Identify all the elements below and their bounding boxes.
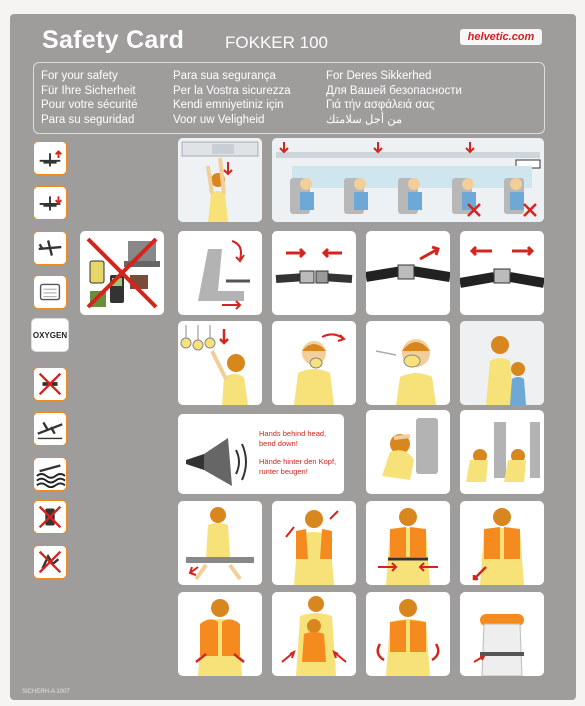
panel-oxygen-drop — [178, 321, 262, 405]
panel-vest-strap — [366, 501, 450, 585]
lang-text: Kendi emniyetiniz için — [173, 99, 284, 111]
panel-seat-upright — [178, 231, 262, 315]
panel-oxygen-child — [460, 321, 544, 405]
lang-text: For your safety — [41, 70, 118, 82]
no-smoking-icon — [33, 367, 67, 401]
brace-instruction — [259, 429, 349, 476]
panel-brace-position — [366, 410, 450, 494]
no-use-icon — [33, 545, 67, 579]
lang-text: Per la Vostra sicurezza — [173, 84, 291, 97]
panel-overhead-bin — [178, 138, 262, 222]
panel-seatbelt-tighten — [366, 231, 450, 315]
plane-icon — [33, 231, 67, 265]
aircraft-model: FOKKER 100 — [225, 33, 328, 52]
panel-vest-inflate — [178, 592, 262, 676]
language-column-1 — [41, 69, 138, 127]
brace-text-de-1: Hände hinter den Kopf, — [259, 457, 337, 466]
panel-cabin-exits — [272, 138, 544, 222]
lang-text: Для Вашей безопасности — [326, 84, 462, 97]
lang-text: Para su seguridad — [41, 113, 135, 126]
lang-text: Für Ihre Sicherheit — [41, 84, 136, 97]
panel-no-electronics — [80, 231, 164, 315]
panel-seatbelt-release — [460, 231, 544, 315]
ditching-icon — [33, 412, 67, 446]
lang-text: Pour votre sécurité — [41, 99, 138, 111]
oxygen-icon: OXYGEN — [31, 318, 69, 352]
card-title: Safety Card — [42, 26, 185, 54]
panel-vest-rear — [460, 592, 544, 676]
brand-logo: helvetic.com — [460, 29, 542, 45]
water-icon — [33, 457, 67, 491]
panel-oxygen-mask-on — [366, 321, 450, 405]
lang-text: من أجل سلامتك — [326, 113, 403, 126]
panel-vest-location — [178, 501, 262, 585]
language-column-3 — [326, 69, 462, 127]
panel-vest-child — [272, 592, 356, 676]
panel-oxygen-pull — [272, 321, 356, 405]
panel-vest-mouthpiece — [366, 592, 450, 676]
panel-vest-don — [272, 501, 356, 585]
lang-text: Para sua segurança — [173, 70, 276, 82]
cabin-icon — [33, 275, 67, 309]
panel-vest-tighten — [460, 501, 544, 585]
lang-text: For Deres Sikkerhed — [326, 70, 432, 82]
panel-brace-forward — [460, 410, 544, 494]
lang-text: Γιά τήν ασφάλειά σας — [326, 99, 435, 111]
lang-text: Voor uw Veligheid — [173, 113, 265, 126]
brace-text-en-2: bend down! — [259, 438, 298, 448]
takeoff-icon — [33, 141, 67, 175]
panel-seatbelt-fasten — [272, 231, 356, 315]
landing-icon — [33, 186, 67, 220]
language-column-2 — [173, 69, 291, 127]
brace-text-en-1: Hands behind head, — [259, 429, 327, 438]
language-box — [33, 62, 545, 134]
card-footer-code: SICHERH-A 1007 — [22, 689, 70, 695]
no-phone-icon — [33, 500, 67, 534]
brace-text-de-2: runter beugen! — [259, 466, 308, 476]
